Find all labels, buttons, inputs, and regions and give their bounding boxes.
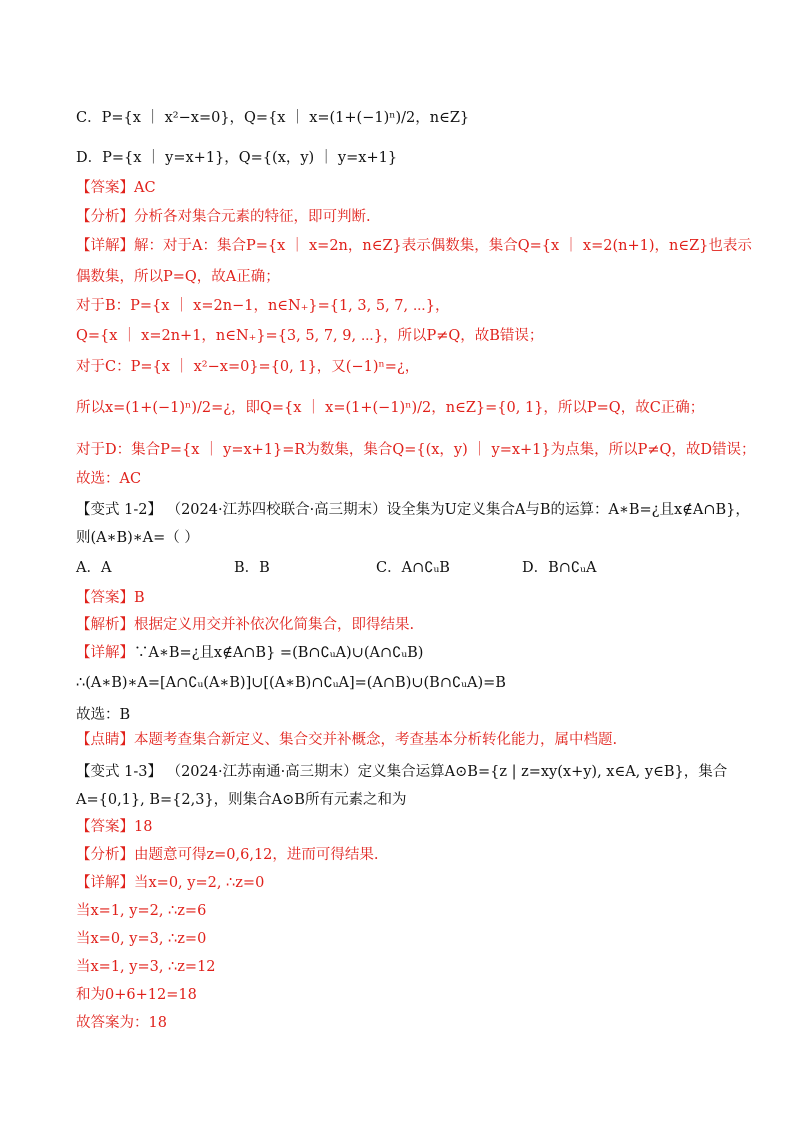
- detail-line-10: [76, 873, 740, 893]
- answer-line-2: [76, 588, 740, 608]
- explanation-text: 根据定义用交并补依次化简集合，即得结果.: [134, 617, 415, 633]
- detail-line-2: 偶数集，所以P=Q，故A正确；: [76, 269, 280, 285]
- detail-line-3: 对于B：P={x ｜ x=2n−1，n∈N₊}={1, 3, 5, 7, ⋯}，: [76, 298, 450, 314]
- final-answer-line: 故答案为：18: [76, 1015, 167, 1031]
- option-a: A．A: [76, 560, 112, 576]
- answer-tag: 【答案】: [76, 819, 134, 835]
- option-c-line: C．P={x ｜ x²−x=0}，Q={x ｜ x=(1+(−1)ⁿ)/2，n∈Z}: [76, 110, 470, 126]
- analysis-tag: 【分析】: [76, 209, 134, 225]
- detail-text: 当x=0, y=2, ∴z=0: [134, 875, 265, 891]
- detail-line-13: 当x=1, y=3, ∴z=12: [76, 959, 216, 975]
- detail-line-6: 所以x=(1+(−1)ⁿ)/2=¿，即Q={x ｜ x=(1+(−1)ⁿ)/2，n∈Z}={0, 1}，所以P=Q，故C正确；: [76, 400, 705, 416]
- explanation-line: [76, 615, 740, 635]
- answer-value: B: [134, 590, 145, 606]
- analysis-text: 由题意可得z=0,6,12，进而可得结果.: [134, 847, 379, 863]
- remark-tag: 【点睛】: [76, 732, 134, 748]
- explanation-tag: 【解析】: [76, 617, 134, 633]
- detail-line-8: [76, 643, 740, 663]
- answer-tag: 【答案】: [76, 590, 134, 606]
- detail-tag: 【详解】: [76, 645, 134, 661]
- detail-line-7: 对于D：集合P={x ｜ y=x+1}=R为数集，集合Q={(x，y) ｜ y=x+1}为点集，所以P≠Q，故D错误；: [76, 442, 756, 458]
- variant-1-2-title: 【变式 1-2】 （2024·江苏四校联合·高三期末）设全集为U定义集合A与B的运算：A∗B=¿且x∉A∩B}，: [76, 502, 750, 518]
- choice-line-2: 故选：B: [76, 707, 131, 723]
- analysis-line-1: [76, 207, 740, 227]
- analysis-line-2: [76, 845, 740, 865]
- option-d: D．B∩∁ᵤA: [522, 560, 597, 576]
- detail-line-4: Q={x ｜ x=2n+1，n∈N₊}={3, 5, 7, 9, ⋯}，所以P≠Q，故B错误；: [76, 328, 544, 344]
- answer-value: AC: [134, 180, 156, 196]
- variant-1-3-title: 【变式 1-3】 （2024·江苏南通·高三期末）定义集合运算A⊙B={z | z=xy(x+y), x∈A, y∈B}，集合: [76, 764, 728, 780]
- detail-line-5: 对于C：P={x ｜ x²−x=0}={0, 1}，又(−1)ⁿ=¿，: [76, 359, 420, 375]
- option-b: B．B: [234, 560, 270, 576]
- detail-line-11: 当x=1, y=2, ∴z=6: [76, 903, 207, 919]
- remark-line: [76, 730, 740, 750]
- detail-tag: 【详解】: [76, 238, 134, 254]
- detail-text: 解：对于A：集合P={x ｜ x=2n，n∈Z}表示偶数集，集合Q={x ｜ x=2(n+1)，n∈Z}也表示: [134, 238, 752, 254]
- analysis-text: 分析各对集合元素的特征，即可判断.: [134, 209, 371, 225]
- detail-line-9: ∴(A∗B)∗A=[A∩∁ᵤ(A∗B)]∪[(A∗B)∩∁ᵤA]=(A∩B)∪(B∩∁ᵤA)=B: [76, 675, 506, 691]
- detail-tag: 【详解】: [76, 875, 134, 891]
- detail-line-1: [76, 236, 752, 256]
- answer-tag: 【答案】: [76, 180, 134, 196]
- option-d-line: D．P={x ｜ y=x+1}，Q={(x，y) ｜ y=x+1}: [76, 150, 398, 166]
- detail-line-14: 和为0+6+12=18: [76, 987, 197, 1003]
- remark-text: 本题考查集合新定义、集合交并补概念，考查基本分析转化能力，属中档题.: [134, 732, 618, 748]
- answer-line-1: [76, 178, 740, 198]
- answer-line-3: [76, 817, 740, 837]
- analysis-tag: 【分析】: [76, 847, 134, 863]
- variant-1-2-question: 则(A∗B)∗A=（ ）: [76, 530, 199, 546]
- detail-text: ∵A∗B=¿且x∉A∩B} =(B∩∁ᵤA)∪(A∩∁ᵤB): [134, 645, 424, 661]
- answer-value: 18: [134, 819, 153, 835]
- detail-line-12: 当x=0, y=3, ∴z=0: [76, 931, 207, 947]
- choice-line-1: 故选：AC: [76, 471, 142, 487]
- variant-1-3-question: A={0,1}, B={2,3}，则集合A⊙B所有元素之和为: [76, 792, 407, 808]
- option-c: C．A∩∁ᵤB: [376, 560, 450, 576]
